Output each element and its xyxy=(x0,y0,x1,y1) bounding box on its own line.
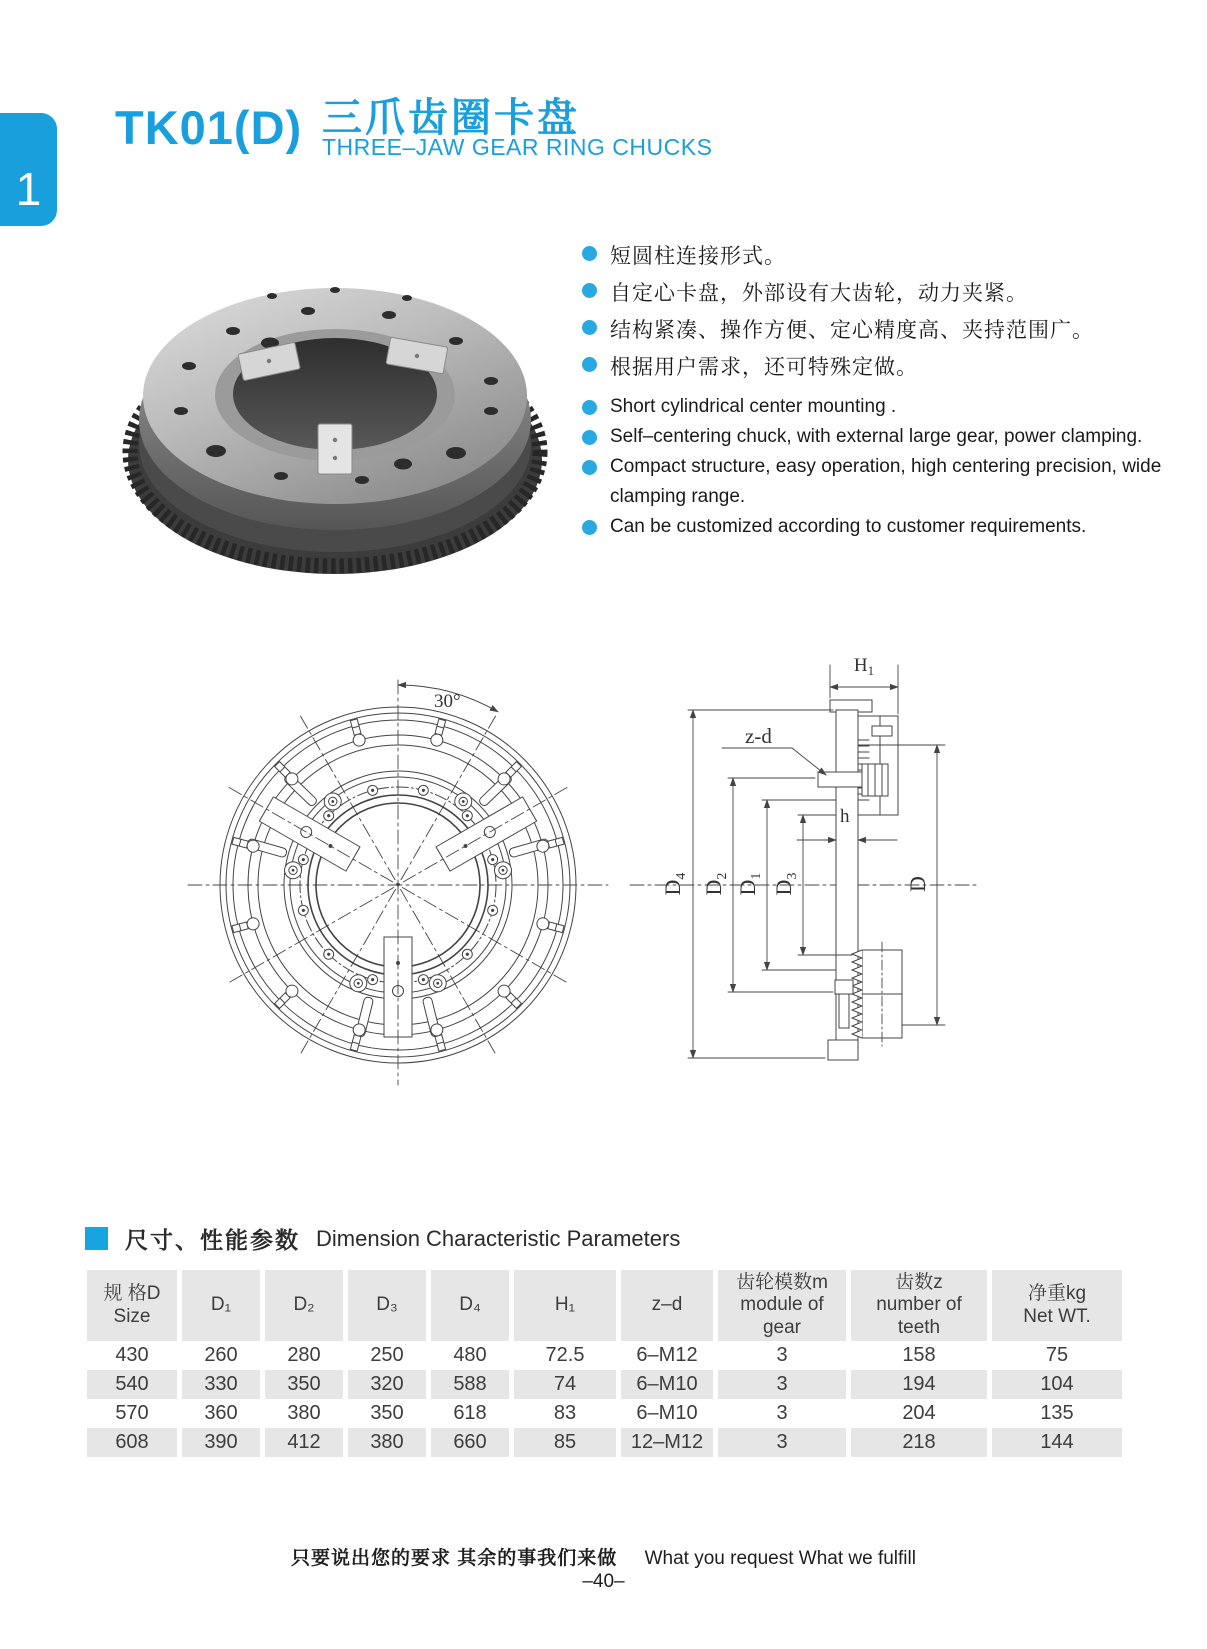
bullet-icon xyxy=(582,430,597,445)
col-d1: D₁ xyxy=(182,1270,260,1341)
col-h1: H₁ xyxy=(514,1270,616,1341)
bullet-icon xyxy=(582,400,597,415)
col-module: 齿轮模数m module of gear xyxy=(718,1270,846,1341)
feature-text: 短圆柱连接形式。 xyxy=(610,245,786,268)
technical-drawing xyxy=(185,615,1015,1090)
bullet-icon xyxy=(582,246,597,261)
feature-en-item xyxy=(582,452,1186,512)
footer-slogan-en: What you request What we fulfill xyxy=(644,1548,916,1569)
dim-label-h1: $H_1$ xyxy=(853,655,875,678)
page-title-en: THREE–JAW GEAR RING CHUCKS xyxy=(322,134,713,160)
dim-label-d: D xyxy=(905,876,930,892)
col-weight: 净重kg Net WT. xyxy=(992,1270,1122,1341)
feature-en-item xyxy=(582,422,1186,452)
section-tab xyxy=(0,113,57,226)
foot xyxy=(828,1040,858,1060)
top-bolt xyxy=(872,726,892,736)
feature-text: 自定心卡盘，外部设有大齿轮，动力夹紧。 xyxy=(610,282,1028,305)
section-header xyxy=(85,1222,680,1255)
feature-text: Compact structure, easy operation, high centering precision, wide clamping range. xyxy=(610,456,1162,507)
table-row: 540 330 350 320 588 74 6–M10 3 194 104 xyxy=(87,1370,1122,1399)
dim-label-d2: $D_2$ xyxy=(701,872,730,896)
col-zd: z–d xyxy=(621,1270,713,1341)
bullet-icon xyxy=(582,283,597,298)
col-d3: D₃ xyxy=(348,1270,426,1341)
model-code: TK01(D) xyxy=(115,101,303,154)
col-d4: D₄ xyxy=(431,1270,509,1341)
chuck-section-body xyxy=(818,700,902,1060)
bullet-icon xyxy=(582,460,597,475)
page-title-cn: 三爪齿圈卡盘 xyxy=(322,96,580,140)
feature-text: Self–centering chuck, with external large gear, power clamping. xyxy=(610,426,1143,447)
table-row: 608 390 412 380 660 85 12–M12 3 218 144 xyxy=(87,1428,1122,1457)
dim-label-d4: $D_4$ xyxy=(660,872,689,896)
section-tab-number: 1 xyxy=(15,163,42,215)
col-d2: D₂ xyxy=(265,1270,343,1341)
feature-en-item xyxy=(582,512,1186,542)
section-marker-icon xyxy=(85,1227,108,1250)
feature-text: Short cylindrical center mounting . xyxy=(610,396,897,417)
feature-cn-item xyxy=(582,277,1182,314)
footer-slogan xyxy=(0,1543,1207,1570)
centerlines xyxy=(188,680,608,1085)
feature-text: Can be customized according to customer requirements. xyxy=(610,516,1087,537)
dim-label-h: h xyxy=(840,806,850,827)
feature-text: 根据用户需求，还可特殊定做。 xyxy=(610,356,918,379)
table-row: 430 260 280 250 480 72.5 6–M12 3 158 75 xyxy=(115,1344,1069,1367)
bullet-icon xyxy=(582,320,597,335)
feature-en-item xyxy=(582,392,1186,422)
page-number: –40– xyxy=(582,1571,625,1592)
bottom-bolt-head xyxy=(835,980,853,994)
footer-slogan-cn: 只要说出您的要求 其余的事我们来做 xyxy=(291,1548,618,1569)
feature-cn-item xyxy=(582,351,1182,388)
product-photo xyxy=(120,248,550,578)
dim-label-zd: z-d xyxy=(745,724,772,748)
feature-text: 结构紧凑、操作方便、定心精度高、夹持范围广。 xyxy=(610,319,1094,342)
side-view xyxy=(630,655,980,1060)
dim-label-d3: $D_3$ xyxy=(771,872,800,896)
features-cn xyxy=(582,240,1182,388)
col-size: 规 格D Size xyxy=(87,1270,177,1341)
parameters-table xyxy=(82,1270,1127,1457)
table-row: 570 360 380 350 618 83 6–M10 3 204 135 xyxy=(115,1402,1074,1425)
bottom-bolt-shaft xyxy=(839,994,849,1028)
angle-label: 30° xyxy=(434,691,461,712)
features-en xyxy=(582,392,1186,542)
col-teeth: 齿数z number of teeth xyxy=(851,1270,987,1341)
dim-label-d1: $D_1$ xyxy=(735,872,764,896)
bullet-icon xyxy=(582,357,597,372)
feature-cn-item xyxy=(582,314,1182,351)
front-view xyxy=(188,680,608,1085)
bullet-icon xyxy=(582,520,597,535)
section-title-en: Dimension Characteristic Parameters xyxy=(316,1225,681,1251)
feature-cn-item xyxy=(582,240,1182,277)
section-title-cn: 尺寸、性能参数 xyxy=(125,1227,300,1253)
table-header-row xyxy=(87,1270,1122,1341)
